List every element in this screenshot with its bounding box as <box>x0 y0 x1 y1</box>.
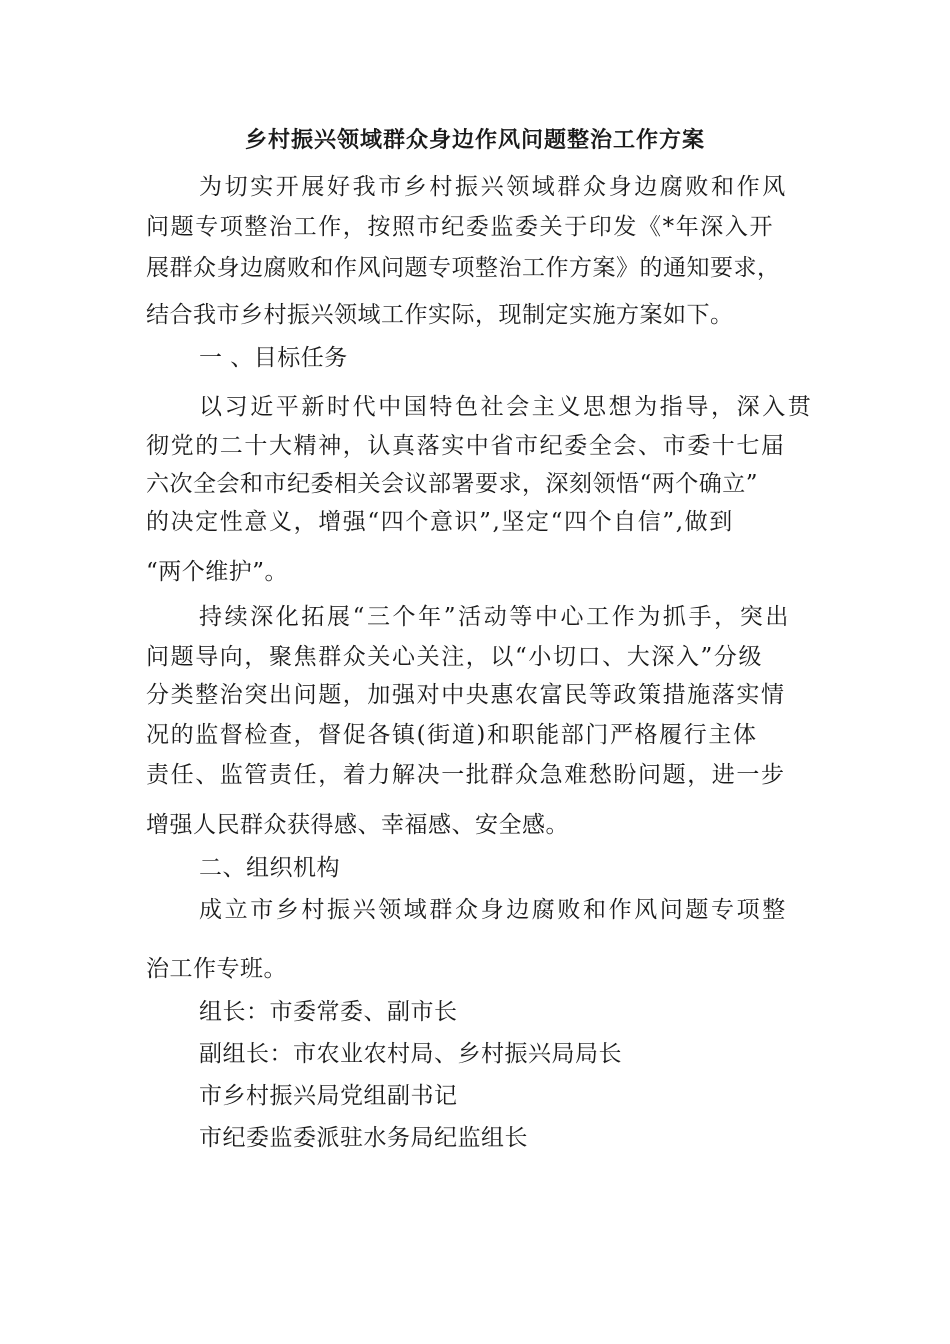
paragraph-line: “两个维护”。 <box>146 559 289 585</box>
member-line: 组长：市委常委、副市长 <box>199 999 458 1025</box>
paragraph-line: 以习近平新时代中国特色社会主义思想为指导，深入贯 <box>199 394 814 420</box>
paragraph-line: 为切实开展好我市乡村振兴领域群众身边腐败和作风 <box>199 174 788 200</box>
paragraph-line: 成立市乡村振兴领域群众身边腐败和作风问题专项整 <box>199 897 788 923</box>
paragraph-line: 治工作专班。 <box>146 956 287 982</box>
paragraph-line: 况的监督检查，督促各镇(街道)和职能部门严格履行主体 <box>146 722 758 748</box>
section-heading: 一 、目标任务 <box>199 345 348 371</box>
member-line: 市乡村振兴局党组副书记 <box>199 1083 458 1109</box>
member-line: 市纪委监委派驻水务局纪监组长 <box>199 1125 528 1151</box>
paragraph-line: 展群众身边腐败和作风问题专项整治工作方案》的通知要求， <box>146 255 781 281</box>
paragraph-line: 的决定性意义，增强“四个意识”,坚定“四个自信”,做到 <box>146 509 734 535</box>
paragraph-line: 结合我市乡村振兴领域工作实际，现制定实施方案如下。 <box>146 302 734 328</box>
paragraph-line: 持续深化拓展“三个年”活动等中心工作为抓手，突出 <box>199 604 791 630</box>
member-line: 副组长：市农业农村局、乡村振兴局局长 <box>199 1041 622 1067</box>
paragraph-line: 问题导向，聚焦群众关心关注，以“小切口、大深入”分级 <box>146 644 764 670</box>
document-title: 乡村振兴领域群众身边作风问题整治工作方案 <box>244 127 705 153</box>
paragraph-line: 问题专项整治工作，按照市纪委监委关于印发《*年深入开 <box>146 214 775 240</box>
paragraph-line: 增强人民群众获得感、幸福感、安全感。 <box>146 812 569 838</box>
paragraph-line: 责任、监管责任，着力解决一批群众急难愁盼问题，进一步 <box>146 762 786 788</box>
paragraph-line: 彻党的二十大精神，认真落实中省市纪委全会、市委十七届 <box>146 433 786 459</box>
paragraph-line: 分类整治突出问题，加强对中央惠农富民等政策措施落实情 <box>146 682 786 708</box>
section-heading: 二、组织机构 <box>199 855 340 881</box>
paragraph-line: 六次全会和市纪委相关会议部署要求，深刻领悟“两个确立” <box>146 471 759 497</box>
